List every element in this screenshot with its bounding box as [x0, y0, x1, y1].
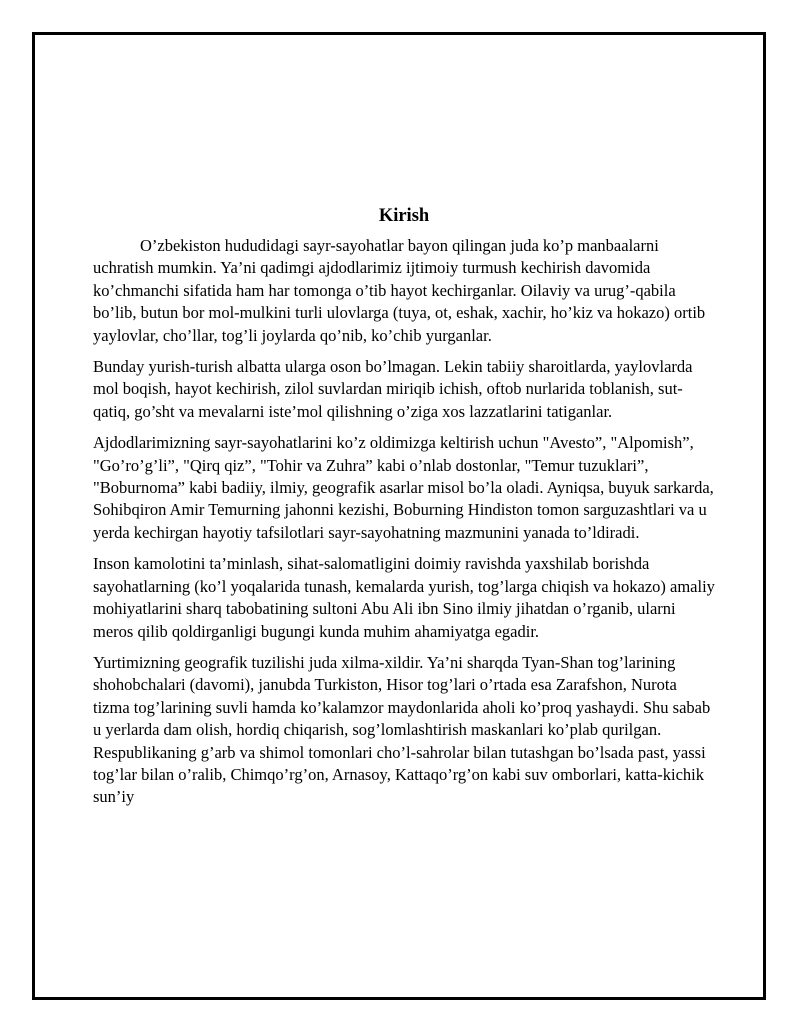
paragraph-5: Yurtimizning geografik tuzilishi juda xilma-xildir. Ya’ni sharqda Tyan-Shan tog’larining shohobchalari (davomi), janubda Turkiston, Hisor tog’lari o’rtada esa Zarafshon, Nurota tizma tog’larining suvli hamda ko’kalamzor maydonlarida aholi ko’proq yashaydi. Shu sabab u yerlarda dam olish, hordiq chiqarish, sog’lomlashtirish maskanlari ko’plab qurilgan. Respublikaning g’arb va shimol tomonlari cho’l-sahrolar bilan tutashgan bo’lsada past, yassi tog’lar bilan o’ralib, Chimqo’rg’on, Arnasoy, Kattaqo’rg’on kabi suv omborlari, katta-kichik sun’iy [93, 652, 711, 807]
paragraph-3: Ajdodlarimizning sayr-sayohatlarini ko’z oldimizga keltirish uchun "Avesto”, "Alpomish”, "Go’ro’g’li”, "Qirq qiz”, "Tohir va Zuhra” kabi o’nlab dostonlar, "Temur tuzuklari”, "Boburnoma” kabi badiiy, ilmiy, geografik asarlar misol bo’la oladi. Ayniqsa, buyuk sarkarda, Sohibqiron Amir Temurning jahonni kezishi, Boburning Hindiston tomon sarguzashtlari va u yerda kechirgan hayotiy tafsilotlari sayr-sayohatning mazmunini yanada to’ldiradi. [93, 433, 714, 542]
document-body [93, 205, 715, 818]
paragraph-4: Inson kamolotini ta’minlash, sihat-salomatligini doimiy ravishda yaxshilab borishda sayohatlarning (ko’l yoqalarida tunash, kemalarda yurish, tog’larga chiqish va hokazo) amaliy mohiyatlarini sharq tabobatining sultoni Abu Ali ibn Sino ilmiy jihatdan o’rganib, ularni meros qilib qoldirganligi bugungi kunda muhim ahamiyatga egadir. [93, 554, 715, 641]
document-title: Kirish [378, 206, 430, 226]
paragraph-1: O’zbekiston hududidagi sayr-sayohatlar bayon qilingan juda ko’p manbaalarni uchratish mumkin. Ya’ni qadimgi ajdodlarimiz ijtimoiy turmush kechirish davomida ko’chmanchi sifatida ham har tomonga o’tib hayot kechirganlar. Oilaviy va urug’-qabila bo’lib, butun bor mol-mulkini turli ulovlarga (tuya, ot, eshak, xachir, ho’kiz va hokazo) ortib yaylovlar, cho’llar, tog’li joylarda qo’nib, ko’chib yurganlar. [93, 236, 706, 345]
paragraph-2: Bunday yurish-turish albatta ularga oson bo’lmagan. Lekin tabiiy sharoitlarda, yaylovlarda mol boqish, hayot kechirish, zilol suvlardan miriqib ichish, oftob nurlarida toblanish, sut-qatiq, go’sht va mevalarni iste’mol qilishning o’ziga xos lazzatlarini tatiganlar. [93, 357, 693, 421]
